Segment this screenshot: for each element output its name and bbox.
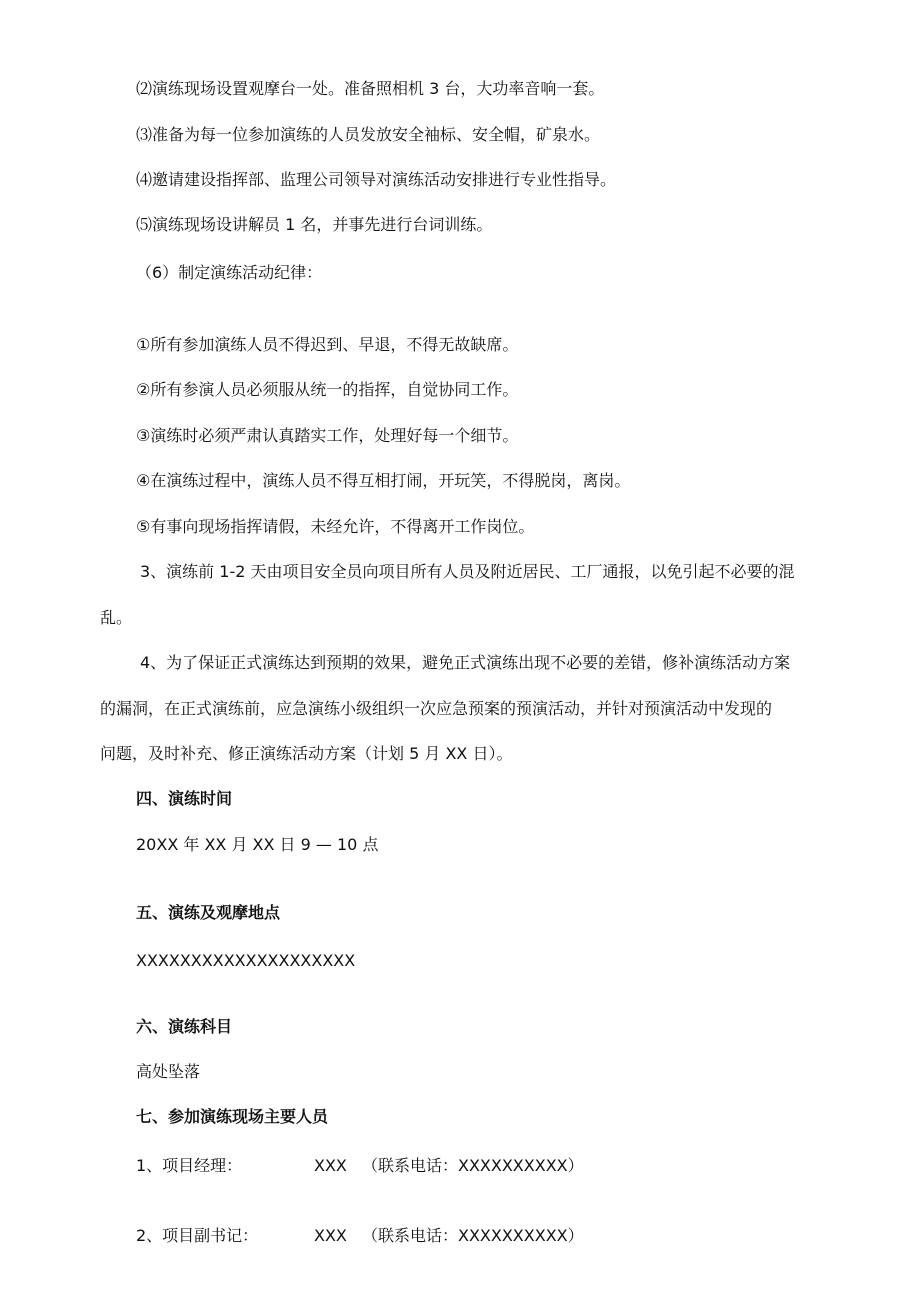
section7-heading: 七、参加演练现场主要人员 [136,1107,329,1126]
section4-heading: 四、演练时间 [136,789,233,808]
section4-content: 20XX 年 XX 月 XX 日 9 — 10 点 [136,835,379,854]
discipline-item-2: ②所有参演人员必须服从统一的指挥，自觉协同工作。 [136,380,519,399]
para4-line1: 4、为了保证正式演练达到预期的效果，避免正式演练出现不必要的差错，修补演练活动方案 [140,653,791,672]
para4-line2: 的漏洞，在正式演练前，应急演练小级组织一次应急预案的预演活动，并针对预演活动中发现的 [100,699,773,718]
person-phone: （联系电话：XXXXXXXXXX） [362,1156,584,1175]
person-name: XXX [314,1156,347,1175]
person-row [136,1155,736,1177]
discipline-item-4: ④在演练过程中，演练人员不得互相打闹，开玩笑，不得脱岗，离岗。 [136,471,631,490]
prep-item-4: ⑷邀请建设指挥部、监理公司领导对演练活动安排进行专业性指导。 [136,170,617,189]
prep-item-5: ⑸演练现场设讲解员 1 名，并事先进行台词训练。 [136,215,493,234]
section6-heading: 六、演练科目 [136,1017,233,1036]
discipline-item-1: ①所有参加演练人员不得迟到、早退，不得无故缺席。 [136,335,519,354]
person-role: 1、项目经理： [136,1156,243,1175]
para3-line1: 3、演练前 1-2 天由项目安全员向项目所有人员及附近居民、工厂通报，以免引起不必要的混 [140,562,795,581]
prep-item-2: ⑵演练现场设置观摩台一处。准备照相机 3 台，大功率音响一套。 [136,79,605,98]
person-phone: （联系电话：XXXXXXXXXX） [362,1226,584,1245]
section5-content: XXXXXXXXXXXXXXXXXXXX [136,951,356,970]
person-role: 2、项目副书记： [136,1226,259,1245]
section5-heading: 五、演练及观摩地点 [136,903,281,922]
prep-item-6: （6）制定演练活动纪律： [136,263,323,282]
section6-content: 高处坠落 [136,1062,201,1081]
person-name: XXX [314,1226,347,1245]
person-row [136,1225,736,1247]
discipline-item-3: ③演练时必须严肃认真踏实工作，处理好每一个细节。 [136,426,519,445]
para3-line2: 乱。 [100,608,133,627]
prep-item-3: ⑶准备为每一位参加演练的人员发放安全袖标、安全帽，矿泉水。 [136,125,601,144]
discipline-item-5: ⑤有事向现场指挥请假，未经允许，不得离开工作岗位。 [136,517,535,536]
para4-line3: 问题，及时补充、修正演练活动方案（计划 5 月 XX 日）。 [100,744,513,763]
